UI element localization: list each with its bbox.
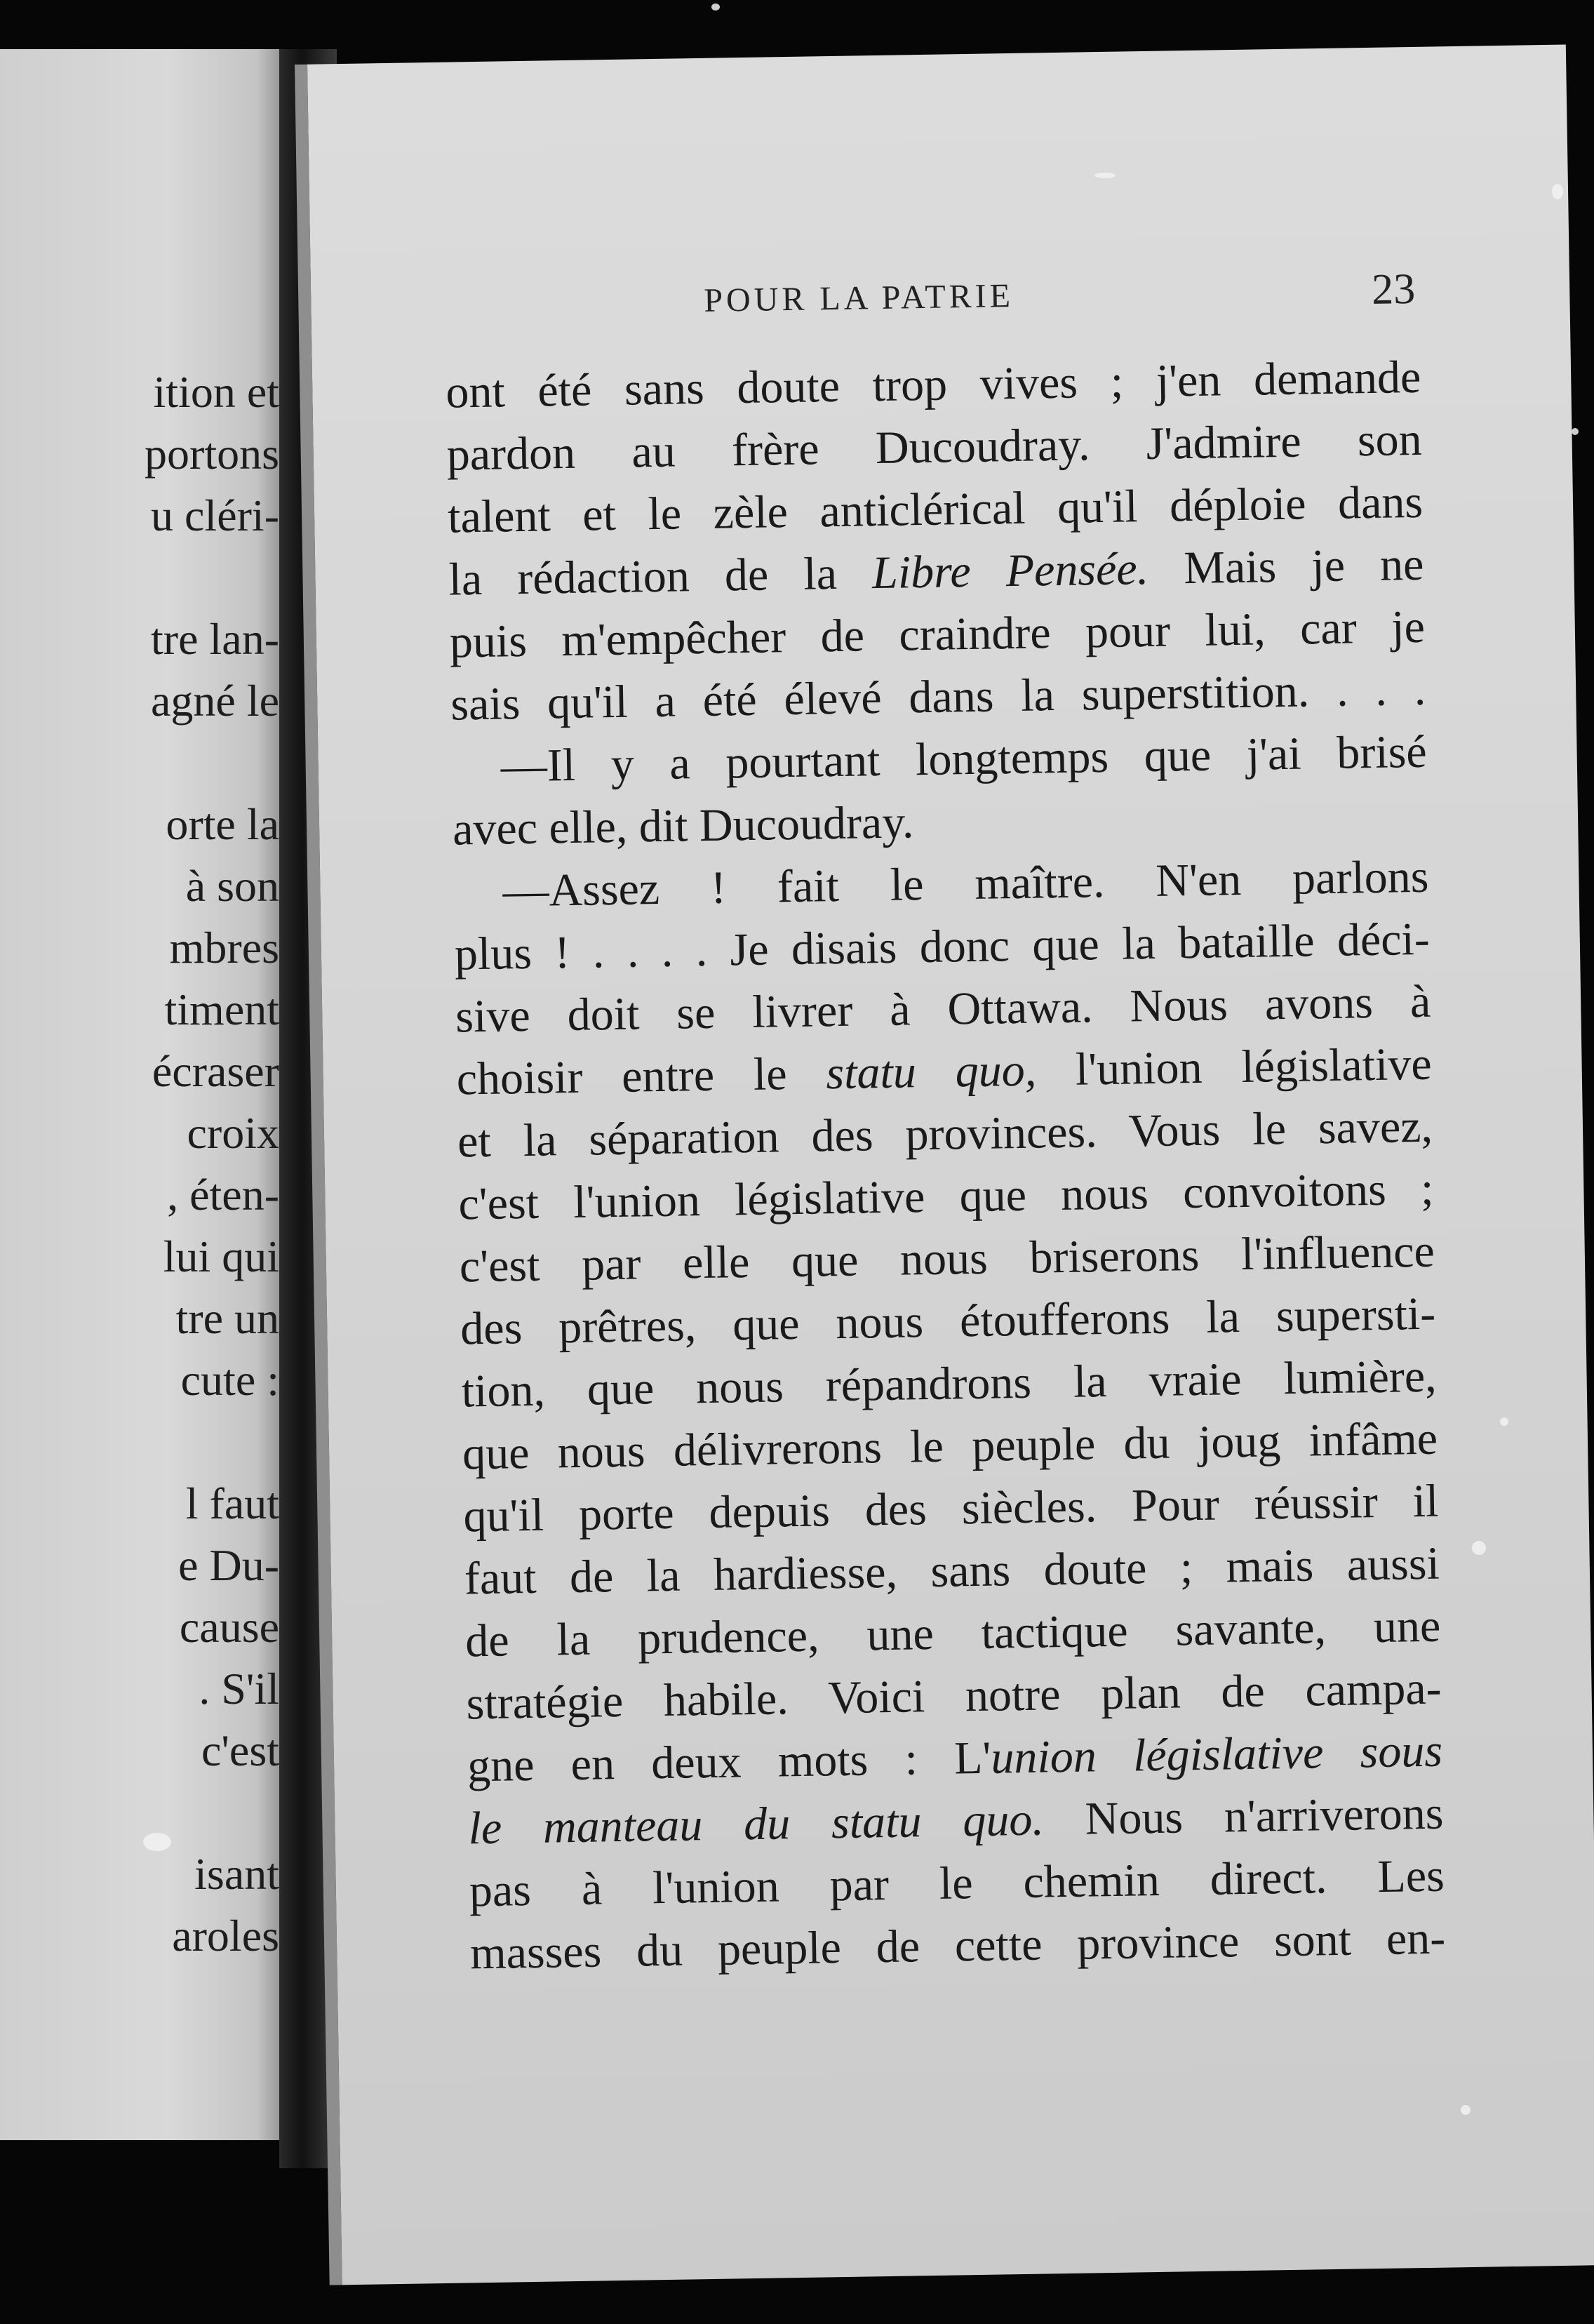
page-number: 23 [1371,265,1416,314]
left-page-line: orte la [166,799,279,849]
body-line-italic-text: le manteau du statu quo. [467,1794,1045,1855]
left-page-line: croix [187,1108,279,1158]
body-line: et la séparation des provinces. Vous le savez, [457,1100,1433,1168]
left-page-line: e Du- [178,1540,279,1590]
body-line: faut de la hardiesse, sans doute ; mais aussi [464,1537,1440,1605]
left-page-line: à son [185,861,279,911]
left-page-line: tre un [175,1293,279,1343]
left-page-line [0,1411,279,1473]
body-line: talent et le zèle anticlérical qu'il déploie dans [447,476,1424,543]
left-page-line: agné le [151,676,279,726]
left-page-line: isant [194,1849,279,1899]
body-line-italic-text: statu quo, [825,1044,1037,1100]
running-head: POUR LA PATRIE [703,276,1014,319]
body-line: avec elle, dit Ducoudray. [452,796,914,855]
scan-dust-speck [1461,2105,1471,2115]
body-line: tion, que nous répandrons la vraie lumière, [461,1350,1438,1417]
body-line-text: gne en deux mots : L' [467,1732,991,1792]
left-page-line: l faut [185,1478,279,1528]
body-line: puis m'empêcher de craindre pour lui, car je [449,601,1426,668]
left-page-line: . S'il [199,1664,279,1714]
left-page-line: , éten- [167,1170,279,1220]
scan-dust-speck [1500,1417,1508,1426]
body-line-italic-text: Libre Pensée. [871,542,1149,599]
scan-dust-speck [143,1833,171,1851]
body-line: —Assez ! fait le maître. N'en parlons [502,850,1429,917]
left-facing-page [0,49,279,2140]
left-page-line: lui qui [163,1231,279,1281]
left-page-line: aroles [172,1911,279,1961]
left-page-line: cute : [180,1355,279,1405]
body-line: de la prudence, une tactique savante, une [464,1600,1441,1667]
left-page-line: mbres [169,923,279,973]
body-line: c'est l'union législative que nous convoitons ; [457,1163,1434,1230]
left-page-line [0,1782,279,1843]
left-page-line: tre lan- [151,614,279,664]
left-page-text-fragments [0,361,279,1967]
body-line: stratégie habile. Voici notre plan de campa- [466,1662,1442,1730]
body-line: des prêtres, que nous étoufferons la supersti- [460,1288,1436,1355]
body-line: —Il y a pourtant longtemps que j'ai brisé [500,726,1428,792]
body-line-text: Nous n'arriverons [1043,1787,1444,1845]
left-page-line [0,547,279,608]
body-line-text: choisir entre le [456,1048,827,1105]
scan-dust-speck [1472,1541,1486,1555]
scan-dust-speck [1094,173,1116,178]
body-line-text: la rédaction de la [448,547,873,606]
body-line-italic-text: union législative sous [990,1725,1443,1784]
left-page-line: portons [145,429,279,479]
body-line: que nous délivrerons le peuple du joug infâme [462,1413,1438,1480]
left-page-line: c'est [201,1725,279,1775]
scan-dust-speck [1572,428,1579,435]
body-line: plus ! . . . . Je disais donc que la bataille déci- [454,913,1431,980]
page-body-text [446,346,1446,1985]
body-line: sais qu'il a été élevé dans la superstition. . . . [450,663,1426,730]
left-page-line: ition et [153,367,279,417]
scan-dust-speck [711,4,720,11]
right-page [295,45,1594,2285]
body-line: masses du peuple de cette province sont en- [469,1912,1446,1979]
body-line: sive doit se livrer à Ottawa. Nous avons à [455,975,1431,1043]
left-page-line: écraser [152,1046,279,1096]
left-page-line [0,732,279,794]
left-page-line: u cléri- [151,490,279,540]
left-page-line: timent [164,984,279,1034]
body-line-text: Mais je ne [1148,538,1424,594]
body-line: ont été sans doute trop vives ; j'en demande [445,351,1421,418]
body-line: pas à l'union par le chemin direct. Les [469,1850,1445,1917]
body-line: qu'il porte depuis des siècles. Pour réussir il [462,1475,1439,1542]
body-line: pardon au frère Ducoudray. J'admire son [446,413,1423,481]
scan-dust-speck [1552,184,1563,199]
body-line-text: l'union législative [1036,1038,1433,1096]
left-page-line: cause [179,1602,279,1652]
body-line: c'est par elle que nous briserons l'influence [459,1225,1435,1293]
